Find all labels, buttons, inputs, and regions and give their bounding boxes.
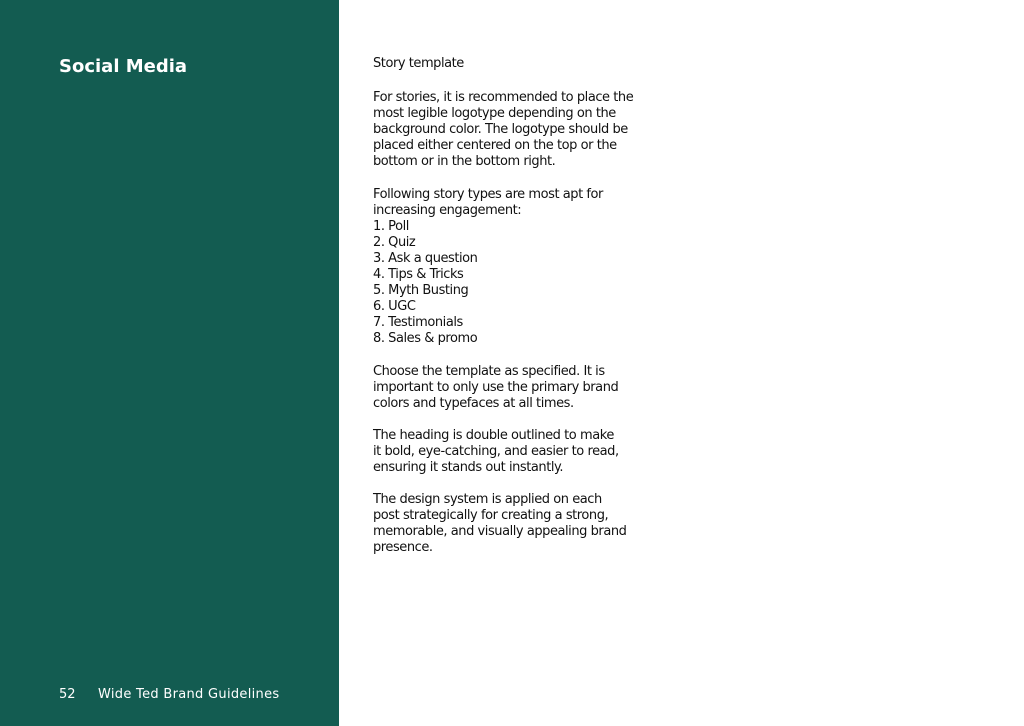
page-footer <box>59 686 279 704</box>
list-item: 8. Sales & promo <box>373 331 478 347</box>
list-item: 4. Tips & Tricks <box>373 267 464 283</box>
list-item: 6. UGC <box>373 299 416 315</box>
paragraph-logotype: For stories, it is recommended to place the most legible logotype depending on the background color. The logotype should be placed either centered on the top or the bottom or in the bottom right. <box>373 90 634 170</box>
list-item: 2. Quiz <box>373 234 416 250</box>
document-title: Wide Ted Brand Guidelines <box>98 687 280 702</box>
list-item: 3. Ask a question <box>373 250 478 266</box>
list-item: 5. Myth Busting <box>373 283 469 299</box>
list-item: 1. Poll <box>373 218 409 234</box>
page-number: 52 <box>59 687 76 702</box>
paragraph-heading: The heading is double outlined to make it bold, eye-catching, and easier to read, ensuring it stands out instantly. <box>373 427 619 475</box>
list-item: 7. Testimonials <box>373 315 463 331</box>
paragraph-template: Choose the template as specified. It is important to only use the primary brand colors and typefaces at all times. <box>373 363 619 411</box>
story-types-intro: Following story types are most apt for increasing engagement: <box>373 186 603 218</box>
sidebar-panel <box>0 0 339 726</box>
paragraph-design-system: The design system is applied on each post strategically for creating a strong, memorable, and visually appealing brand presence. <box>373 492 627 556</box>
content-heading: Story template <box>373 56 464 71</box>
section-title: Social Media <box>59 56 188 77</box>
story-types-list <box>373 219 673 348</box>
main-content <box>373 56 673 572</box>
